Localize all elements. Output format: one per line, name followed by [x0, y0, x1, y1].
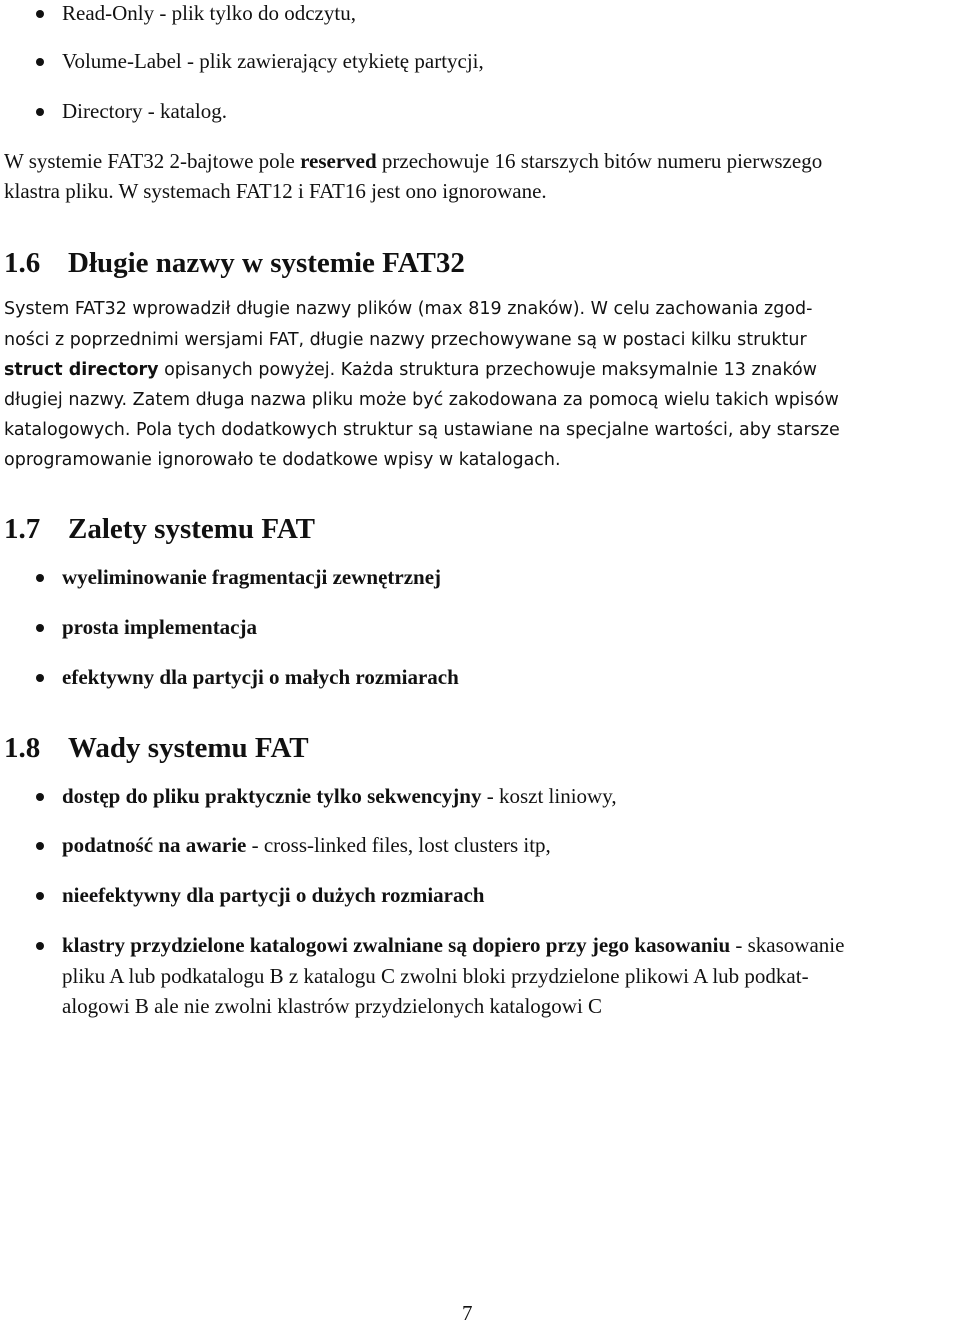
section-number: 1.8 — [4, 732, 41, 764]
list-item: Directory - katalog. — [62, 96, 227, 126]
section-heading — [4, 512, 315, 546]
paragraph-line: ności z poprzednimi wersjami FAT, długie nazwy przechowywane są w postaci kilku struktur — [4, 330, 807, 350]
text: - cross-linked files, lost clusters itp, — [246, 833, 551, 857]
paragraph-line: System FAT32 wprowadził długie nazwy plików (max 819 znaków). W celu zachowania zgod- — [4, 299, 813, 319]
paragraph-line — [4, 146, 822, 176]
section-title: Wady systemu FAT — [68, 732, 309, 764]
paragraph-line — [4, 355, 817, 385]
bold-term: struct directory — [4, 360, 159, 380]
bold-term: reserved — [300, 149, 377, 173]
list-item: efektywny dla partycji o małych rozmiarach — [62, 662, 459, 692]
list-item: wyeliminowanie fragmentacji zewnętrznej — [62, 562, 441, 592]
bold-term: klastry przydzielone katalogowi zwalniane są dopiero przy jego kasowaniu — [62, 933, 731, 957]
text: - koszt liniowy, — [481, 784, 617, 808]
section-heading — [4, 731, 309, 765]
section-title: Długie nazwy w systemie FAT32 — [68, 247, 465, 279]
list-item-continuation: pliku A lub podkatalogu B z katalogu C zwolni bloki przydzielone plikowi A lub podkat- — [62, 964, 809, 988]
section-title: Zalety systemu FAT — [68, 513, 316, 545]
list-item: Read-Only - plik tylko do odczytu, — [62, 0, 356, 28]
text: W systemie FAT32 2-bajtowe pole — [4, 149, 301, 173]
bold-term: nieefektywny dla partycji o dużych rozmiarach — [62, 883, 485, 907]
list-item: Volume-Label - plik zawierający etykietę partycji, — [62, 46, 484, 76]
list-item: prosta implementacja — [62, 612, 257, 642]
section-number: 1.6 — [4, 247, 41, 279]
list-item-continuation: alogowi B ale nie zwolni klastrów przydzielonych katalogowi C — [62, 994, 603, 1018]
text: - skasowanie — [730, 933, 845, 957]
section-number: 1.7 — [4, 513, 41, 545]
bold-term: dostęp do pliku praktycznie tylko sekwencyjny — [62, 784, 482, 808]
paragraph-line: oprogramowanie ignorowało te dodatkowe wpisy w katalogach. — [4, 450, 561, 470]
section-heading — [4, 246, 465, 280]
paragraph-line: klastra pliku. W systemach FAT12 i FAT16 jest ono ignorowane. — [4, 179, 547, 203]
list-item — [62, 930, 844, 960]
list-item — [62, 880, 484, 910]
page-number: 7 — [462, 1301, 473, 1325]
paragraph-line: katalogowych. Pola tych dodatkowych struktur są ustawiane na specjalne wartości, aby starsze — [4, 420, 840, 440]
paragraph-line: długiej nazwy. Zatem długa nazwa pliku może być zakodowana za pomocą wielu takich wpisów — [4, 390, 839, 410]
text: przechowuje 16 starszych bitów numeru pierwszego — [376, 149, 823, 173]
list-item — [62, 830, 551, 860]
list-item — [62, 781, 617, 811]
text: opisanych powyżej. Każda struktura przechowuje maksymalnie 13 znaków — [158, 360, 817, 380]
bold-term: podatność na awarie — [62, 833, 247, 857]
